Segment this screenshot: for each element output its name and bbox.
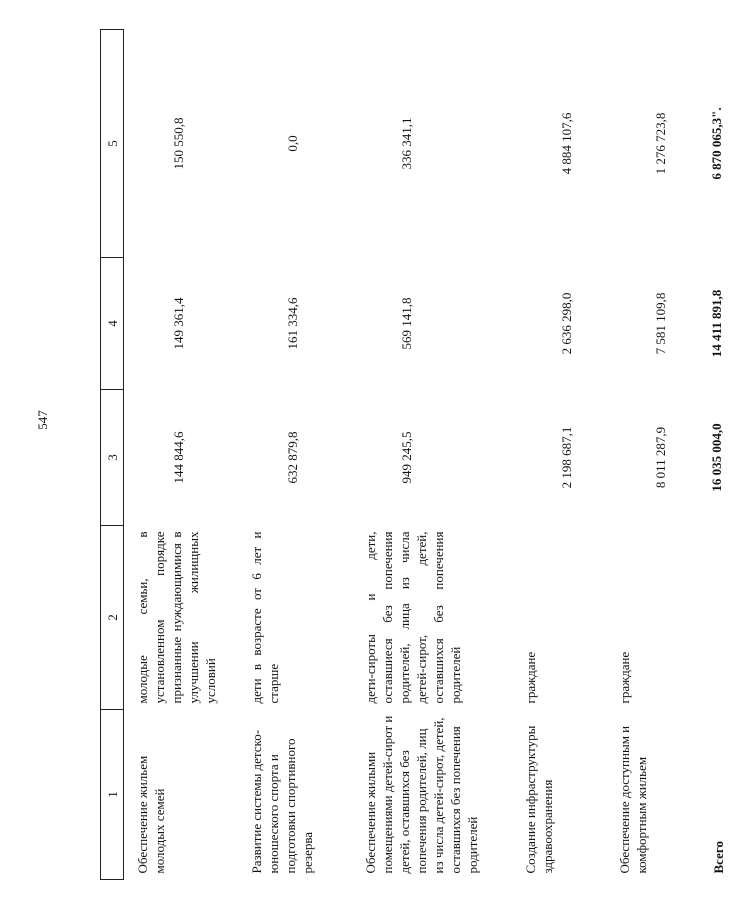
value-col4: 161 334,6 (285, 297, 300, 350)
value-col3: 949 245,5 (399, 431, 414, 484)
value-col4: 569 141,8 (399, 297, 414, 350)
header-row (101, 30, 124, 880)
recipients: граждане (523, 651, 538, 704)
value-col3: 8 011 287,9 (653, 426, 668, 489)
total-label: Всего (711, 841, 726, 874)
value-col4: 149 361,4 (171, 297, 186, 350)
value-col4: 7 581 109,8 (653, 292, 668, 355)
program-name: Обеспечение доступным и комфортным жильем (617, 725, 649, 874)
col-header-4: 4 (101, 258, 124, 390)
total-row (700, 30, 746, 880)
total-col5: 6 870 065,3". (709, 107, 724, 180)
rotated-table-wrapper (100, 30, 726, 880)
value-col5: 336 341,1 (399, 117, 414, 170)
recipients: дети в возрасте от 6 лет и старше (249, 531, 281, 704)
recipients: молодые семьи, в установленном порядке признанные нуждающимися в улучшении жилищных условий (135, 531, 218, 704)
value-col5: 4 884 107,6 (559, 112, 574, 175)
table-row (238, 30, 352, 880)
recipients: граждане (617, 651, 632, 704)
program-name: Обеспечение жильем молодых семей (135, 755, 167, 874)
value-col5: 150 550,8 (171, 117, 186, 170)
total-col3: 16 035 004,0 (709, 423, 724, 492)
table-row (606, 30, 700, 880)
total-col4: 14 411 891,8 (709, 289, 724, 358)
program-name: Создание инфраструктуры здравоохранения (523, 725, 555, 874)
table-row (352, 30, 512, 880)
col-header-2: 2 (101, 526, 124, 710)
value-col3: 2 198 687,1 (559, 426, 574, 489)
col-header-3: 3 (101, 390, 124, 526)
value-col3: 632 879,8 (285, 431, 300, 484)
total-empty (700, 526, 746, 710)
program-name: Развитие системы детско-юношеского спорта и подготовки спортивного резерва (249, 729, 315, 874)
budget-table (100, 29, 746, 880)
table-row (512, 30, 606, 880)
recipients: дети-сироты и дети, оставшиеся без попечения родителей, лица из числа детей-сирот, детей, оставшихся без попечения родителей (363, 531, 463, 704)
value-col5: 0,0 (285, 135, 300, 152)
program-name: Обеспечение жилыми помещениями детей-сирот и детей, оставшихся без попечения родителей, лиц из числа детей-сирот, детей, оставшихся без попечения родителей (363, 715, 480, 874)
value-col4: 2 636 298,0 (559, 292, 574, 355)
value-col5: 1 276 723,8 (653, 112, 668, 175)
page-number: 547 (35, 410, 50, 430)
value-col3: 144 844,6 (171, 431, 186, 484)
col-header-1: 1 (101, 710, 124, 880)
table-row (124, 30, 239, 880)
col-header-5: 5 (101, 30, 124, 258)
